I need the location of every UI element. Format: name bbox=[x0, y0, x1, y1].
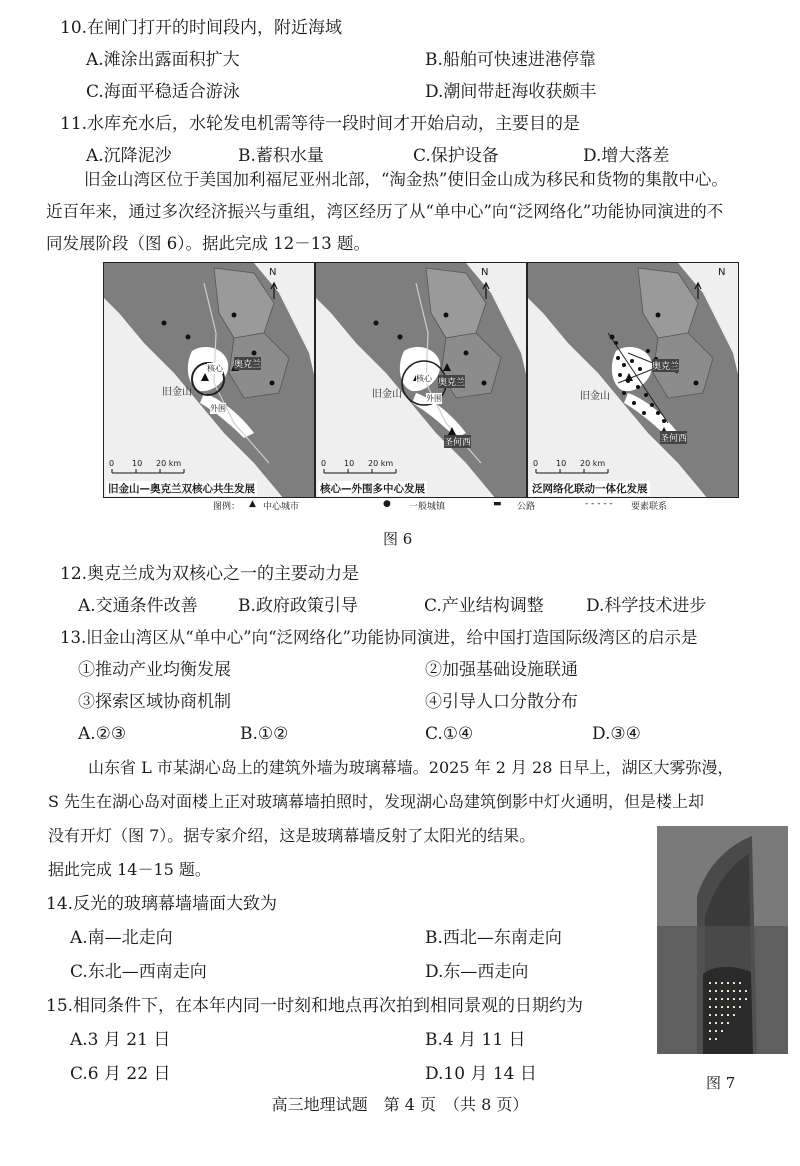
intro2-line1: 山东省 L 市某湖心岛上的建筑外墙为玻璃幕墙。2025 年 2 月 28 日早上，湖区大雾弥漫， bbox=[88, 758, 734, 777]
q13-item-4: ④引导人口分散分布 bbox=[425, 692, 578, 712]
q12-option-b[interactable]: B.政府政策引导 bbox=[238, 596, 358, 616]
q14-option-b[interactable]: B.西北—东南走向 bbox=[425, 928, 562, 948]
map-panel-2 bbox=[315, 262, 527, 498]
legend-title: 图例： bbox=[213, 502, 241, 512]
q13-stem: 13.旧金山湾区从“单中心”向“泛网络化”功能协同演进，给中国打造国际级湾区的启示是 bbox=[60, 628, 698, 647]
q12-option-d[interactable]: D.科学技术进步 bbox=[586, 596, 707, 616]
figure-6 bbox=[103, 262, 743, 510]
q11-option-c[interactable]: C.保护设备 bbox=[413, 146, 499, 166]
foggy-building-graphic bbox=[657, 826, 788, 1054]
panel-1-scale-0: 0 bbox=[109, 459, 115, 468]
q15-option-c[interactable]: C.6 月 22 日 bbox=[70, 1064, 171, 1084]
q14-option-c[interactable]: C.东北—西南走向 bbox=[70, 962, 207, 982]
q11-stem: 11.水库充水后，水轮发电机需等待一段时间才开始启动，主要目的是 bbox=[60, 114, 581, 134]
intro1-line2: 近百年来，通过多次经济振兴与重组，湾区经历了从“单中心”向“泛网络化”功能协同演进的不 bbox=[46, 202, 724, 221]
q10-option-c[interactable]: C.海面平稳适合游泳 bbox=[86, 82, 240, 102]
legend-link: 要素联系 bbox=[631, 502, 668, 512]
panel-3-scale-20: 20 km bbox=[580, 459, 606, 468]
legend-triangle-icon: ▲ bbox=[249, 499, 256, 509]
panel-2-tag-periphery: 外围 bbox=[426, 394, 442, 403]
legend-center-city: 中心城市 bbox=[263, 502, 300, 512]
panel-1-north-label: N bbox=[269, 267, 277, 278]
q15-option-b[interactable]: B.4 月 11 日 bbox=[425, 1030, 526, 1050]
panel-2-city-sf: 旧金山 bbox=[372, 389, 402, 400]
q13-option-a[interactable]: A.②③ bbox=[78, 724, 127, 744]
q13-option-d[interactable]: D.③④ bbox=[592, 724, 641, 744]
q10-stem: 10.在闸门打开的时间段内，附近海域 bbox=[60, 18, 343, 38]
panel-3-scale-0: 0 bbox=[533, 459, 539, 468]
q14-option-a[interactable]: A.南—北走向 bbox=[70, 928, 173, 948]
q12-option-c[interactable]: C.产业结构调整 bbox=[424, 596, 544, 616]
legend-road-icon: ▬ bbox=[493, 499, 502, 509]
q13-item-3: ③探索区域协商机制 bbox=[78, 692, 231, 712]
q10-option-d[interactable]: D.潮间带赶海收获颇丰 bbox=[425, 82, 597, 102]
intro2-line3: 没有开灯（图 7）。据专家介绍，这是玻璃幕墙反射了太阳光的结果。 bbox=[48, 826, 536, 845]
panel-1-tag-periphery: 外围 bbox=[210, 404, 226, 413]
q15-option-d[interactable]: D.10 月 14 日 bbox=[425, 1064, 537, 1084]
q11-option-d[interactable]: D.增大落差 bbox=[583, 146, 670, 166]
map-panel-3 bbox=[527, 262, 739, 498]
q15-option-a[interactable]: A.3 月 21 日 bbox=[70, 1030, 171, 1050]
q14-stem: 14.反光的玻璃幕墙墙面大致为 bbox=[46, 894, 278, 914]
legend-town: 一般城镇 bbox=[409, 502, 446, 512]
panel-2-tag-core: 核心 bbox=[416, 374, 432, 383]
q11-option-a[interactable]: A.沉降泥沙 bbox=[86, 146, 172, 166]
panel-1-tag-core: 核心 bbox=[207, 364, 223, 373]
panel-1-scale-20: 20 km bbox=[156, 459, 182, 468]
q15-stem: 15.相同条件下，在本年内同一时刻和地点再次拍到相同景观的日期约为 bbox=[46, 996, 584, 1016]
q12-stem: 12.奥克兰成为双核心之一的主要动力是 bbox=[60, 564, 360, 584]
q10-option-b[interactable]: B.船舶可快速进港停靠 bbox=[425, 50, 596, 70]
map-panel-1 bbox=[103, 262, 315, 498]
intro2-line2: S 先生在湖心岛对面楼上正对玻璃幕墙拍照时，发现湖心岛建筑倒影中灯火通明，但是楼上却 bbox=[48, 792, 705, 811]
panel-2-north-label: N bbox=[481, 267, 489, 278]
legend-road: 公路 bbox=[517, 502, 536, 512]
map-panel-1-caption: 旧金山—奥克兰双核心共生发展 bbox=[108, 483, 255, 495]
panel-3-scale-10: 10 bbox=[556, 459, 567, 468]
panel-2-city-sanjose: 圣何西 bbox=[444, 435, 471, 448]
intro1-line1: 旧金山湾区位于美国加利福尼亚州北部，“淘金热”使旧金山成为移民和货物的集散中心。 bbox=[84, 170, 728, 189]
intro2-line4: 据此完成 14－15 题。 bbox=[48, 860, 211, 879]
panel-1-city-sf: 旧金山 bbox=[162, 387, 192, 398]
panel-3-city-sf: 旧金山 bbox=[580, 391, 610, 402]
q13-option-c[interactable]: C.①④ bbox=[425, 724, 474, 744]
panel-2-scale-20: 20 km bbox=[368, 459, 394, 468]
figure-6-label: 图 6 bbox=[383, 530, 413, 548]
intro1-line3: 同发展阶段（图 6）。据此完成 12－13 题。 bbox=[46, 234, 370, 253]
q13-item-2: ②加强基础设施联通 bbox=[425, 660, 578, 680]
panel-3-north-label: N bbox=[718, 267, 726, 278]
q13-option-b[interactable]: B.①② bbox=[240, 724, 289, 744]
q10-option-a[interactable]: A.滩涂出露面积扩大 bbox=[86, 50, 240, 70]
panel-3-city-sanjose: 圣何西 bbox=[660, 431, 687, 444]
q14-option-d[interactable]: D.东—西走向 bbox=[425, 962, 529, 982]
panel-3-city-oakland: 奥克兰 bbox=[652, 359, 679, 372]
q13-item-1: ①推动产业均衡发展 bbox=[78, 660, 231, 680]
q11-option-b[interactable]: B.蓄积水量 bbox=[238, 146, 324, 166]
panel-1-city-oakland: 奥克兰 bbox=[234, 357, 261, 370]
figure-7-photo bbox=[657, 826, 788, 1054]
panel-2-scale-10: 10 bbox=[344, 459, 355, 468]
page-footer: 高三地理试题 第 4 页 （共 8 页） bbox=[271, 1095, 529, 1114]
legend-dot-icon: ● bbox=[383, 499, 391, 509]
panel-2-city-oakland: 奥克兰 bbox=[438, 375, 465, 388]
figure-7-label: 图 7 bbox=[706, 1074, 736, 1092]
legend-dash-icon: - - - - - bbox=[585, 499, 613, 509]
map-panel-2-caption: 核心—外围多中心发展 bbox=[320, 483, 425, 495]
panel-2-scale-0: 0 bbox=[321, 459, 327, 468]
q12-option-a[interactable]: A.交通条件改善 bbox=[78, 596, 198, 616]
map-panel-3-caption: 泛网络化联动一体化发展 bbox=[532, 483, 648, 495]
panel-1-scale-10: 10 bbox=[132, 459, 143, 468]
map-legend bbox=[213, 499, 753, 513]
